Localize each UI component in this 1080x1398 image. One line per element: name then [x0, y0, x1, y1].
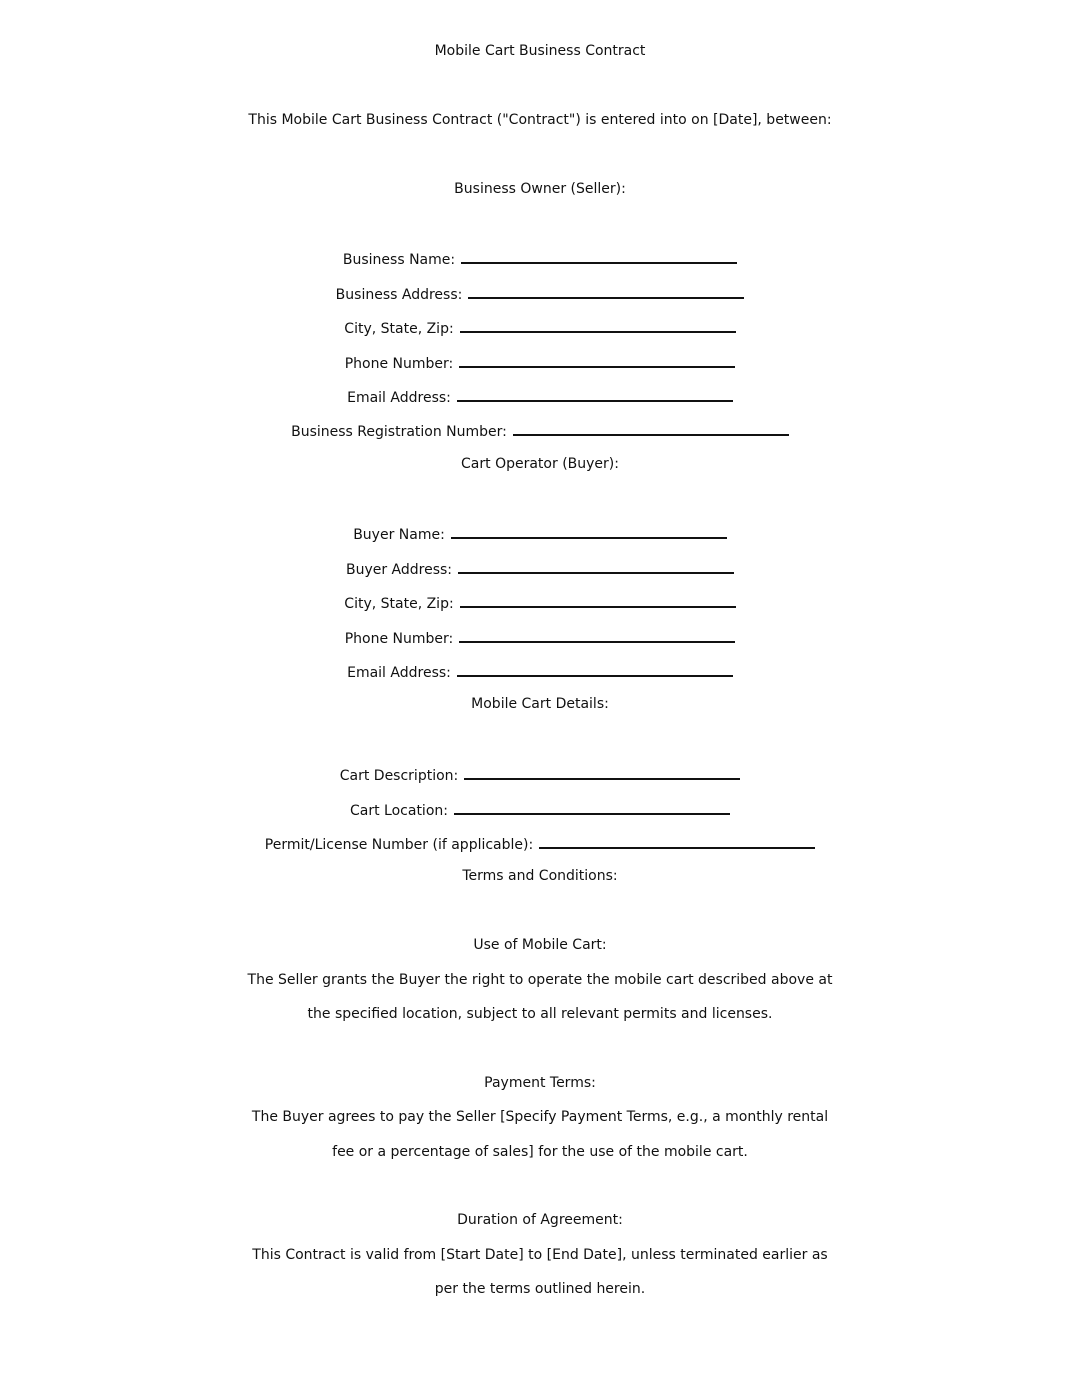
buyer-city-state-zip-field[interactable]	[0, 584, 1080, 618]
duration-text-line: per the terms outlined herein.	[434, 1281, 646, 1298]
seller-email-field[interactable]	[0, 378, 1080, 412]
field-label: Permit/License Number (if applicable):	[264, 836, 534, 853]
spacer	[0, 1169, 1080, 1203]
field-label: Phone Number:	[344, 355, 454, 372]
payment-terms-text-line: The Buyer agrees to pay the Seller [Specify Payment Terms, e.g., a monthly rental	[251, 1109, 829, 1126]
document-title: Mobile Cart Business Contract	[434, 43, 646, 59]
fill-in-line[interactable]	[513, 412, 789, 436]
spacer	[0, 206, 1080, 240]
spacer	[0, 481, 1080, 515]
field-label: Business Address:	[335, 286, 463, 303]
buyer-address-field[interactable]	[0, 550, 1080, 584]
duration-text-line: This Contract is valid from [Start Date] to [End Date], unless terminated earlier as	[252, 1246, 828, 1263]
buyer-heading: Cart Operator (Buyer):	[461, 455, 619, 472]
spacer	[0, 68, 1080, 102]
seller-business-address-field[interactable]	[0, 275, 1080, 309]
cart-location-field[interactable]	[0, 791, 1080, 825]
fill-in-line[interactable]	[457, 378, 733, 402]
use-of-cart-text-line: the specified location, subject to all relevant permits and licenses.	[307, 1005, 773, 1022]
seller-city-state-zip-field[interactable]	[0, 309, 1080, 343]
spacer	[0, 137, 1080, 171]
seller-heading: Business Owner (Seller):	[454, 180, 626, 197]
field-label: Phone Number:	[344, 630, 454, 647]
fill-in-line[interactable]	[454, 791, 730, 815]
buyer-phone-field[interactable]	[0, 619, 1080, 653]
seller-business-name-field[interactable]	[0, 240, 1080, 274]
fill-in-line[interactable]	[468, 275, 744, 299]
spacer	[0, 722, 1080, 756]
fill-in-line[interactable]	[451, 515, 727, 539]
fill-in-line[interactable]	[460, 584, 736, 608]
fill-in-line[interactable]	[459, 619, 735, 643]
seller-phone-field[interactable]	[0, 344, 1080, 378]
payment-terms-heading: Payment Terms:	[484, 1074, 596, 1091]
fill-in-line[interactable]	[457, 653, 733, 677]
field-label: Email Address:	[347, 665, 451, 682]
field-label: Business Registration Number:	[291, 424, 507, 441]
cart-details-heading: Mobile Cart Details:	[471, 696, 609, 713]
field-label: City, State, Zip:	[344, 321, 454, 338]
fill-in-line[interactable]	[458, 550, 734, 574]
payment-terms-text-line: fee or a percentage of sales] for the use of the mobile cart.	[332, 1143, 748, 1160]
fill-in-line[interactable]	[460, 309, 736, 333]
fill-in-line[interactable]	[459, 344, 735, 368]
use-of-cart-text-line: The Seller grants the Buyer the right to operate the mobile cart described above at	[247, 971, 833, 988]
field-label: Cart Location:	[350, 802, 448, 819]
buyer-email-field[interactable]	[0, 653, 1080, 687]
field-label: Buyer Address:	[345, 561, 453, 578]
permit-license-number-field[interactable]	[0, 825, 1080, 859]
terms-heading: Terms and Conditions:	[462, 868, 618, 885]
intro-text: This Mobile Cart Business Contract ("Contract") is entered into on [Date], between:	[248, 111, 832, 128]
field-label: City, State, Zip:	[344, 596, 454, 613]
buyer-name-field[interactable]	[0, 515, 1080, 549]
fill-in-line[interactable]	[461, 240, 737, 264]
fill-in-line[interactable]	[539, 825, 815, 849]
duration-heading: Duration of Agreement:	[457, 1212, 623, 1229]
cart-description-field[interactable]	[0, 756, 1080, 790]
spacer	[0, 894, 1080, 928]
field-label: Buyer Name:	[353, 527, 445, 544]
field-label: Email Address:	[347, 389, 451, 406]
field-label: Business Name:	[342, 252, 456, 269]
spacer	[0, 1031, 1080, 1065]
use-of-cart-heading: Use of Mobile Cart:	[473, 937, 607, 954]
field-label: Cart Description:	[339, 768, 459, 785]
fill-in-line[interactable]	[464, 756, 740, 780]
seller-registration-number-field[interactable]	[0, 412, 1080, 446]
